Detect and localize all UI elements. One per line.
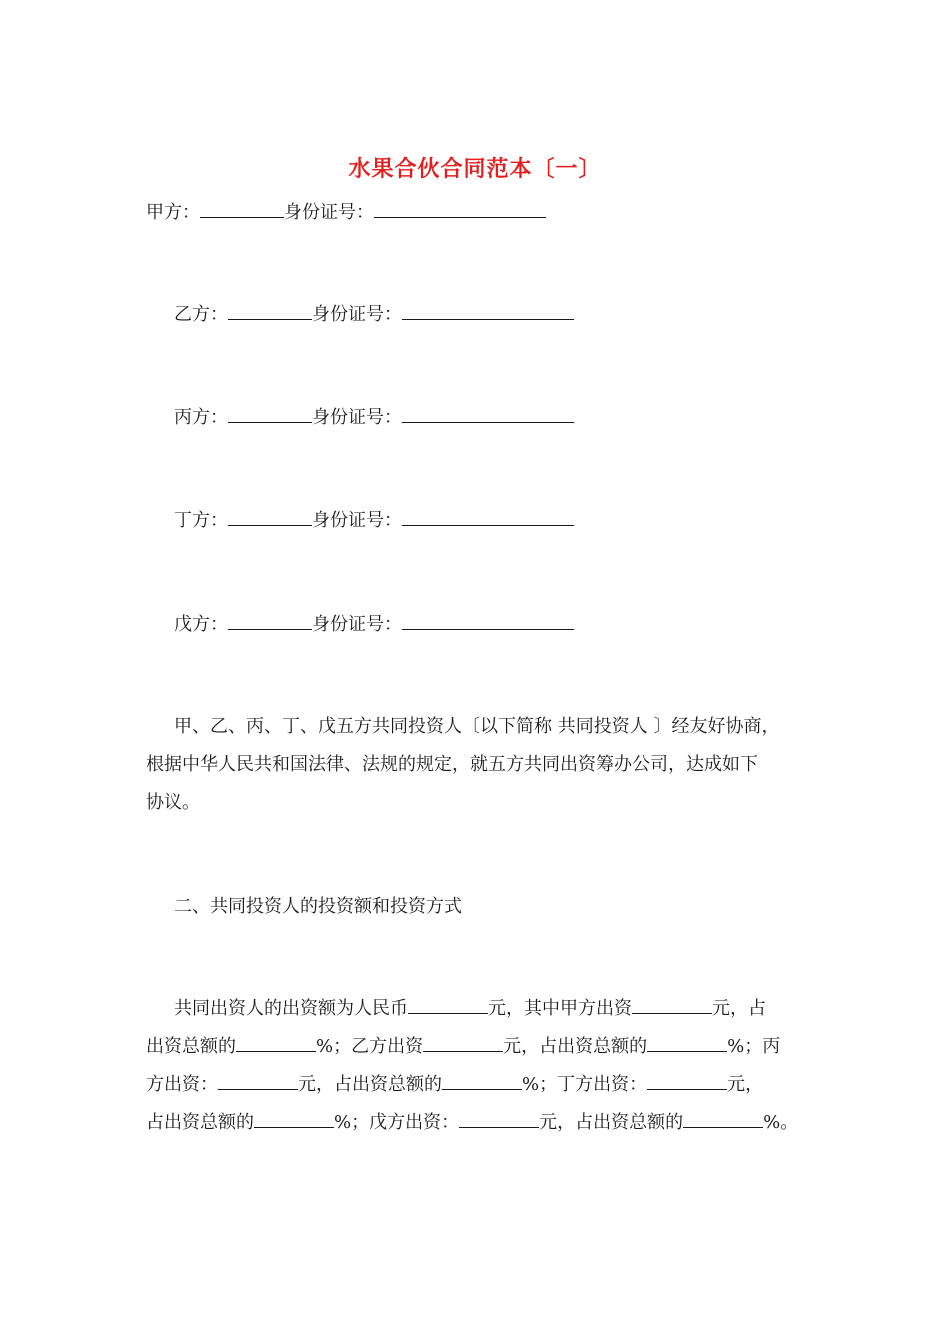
text-segment: 方出资： — [146, 1074, 218, 1095]
name-blank[interactable] — [200, 201, 284, 218]
id-blank[interactable] — [402, 509, 574, 526]
percent-blank[interactable] — [683, 1111, 763, 1128]
id-blank[interactable] — [402, 406, 574, 423]
percent-blank[interactable] — [236, 1035, 316, 1052]
investment-paragraph — [146, 990, 816, 1142]
text-segment: %；戊方出资： — [334, 1112, 460, 1133]
id-label: 身份证号： — [312, 614, 402, 635]
text-segment: 占出资总额的 — [146, 1112, 254, 1133]
name-blank[interactable] — [228, 406, 312, 423]
section-heading: 二、共同投资人的投资额和投资方式 — [174, 896, 462, 917]
id-blank[interactable] — [402, 303, 574, 320]
party-label: 甲方： — [146, 202, 200, 223]
party-label: 丙方： — [174, 407, 228, 428]
text-segment: 共同出资人的出资额为人民币 — [174, 998, 408, 1019]
id-label: 身份证号： — [312, 304, 402, 325]
intro-line: 协议。 — [146, 792, 200, 813]
text-segment: %；乙方出资 — [316, 1036, 424, 1057]
percent-blank[interactable] — [647, 1035, 727, 1052]
investment-line — [146, 990, 816, 1028]
amount-blank[interactable] — [459, 1111, 539, 1128]
party-label: 戊方： — [174, 614, 228, 635]
text-segment: 元，其中甲方出资 — [488, 998, 632, 1019]
text-segment: %；丙 — [727, 1036, 781, 1057]
party-line-yi — [174, 302, 574, 328]
text-segment: 出资总额的 — [146, 1036, 236, 1057]
party-line-bing — [174, 405, 574, 431]
intro-line: 甲、乙、丙、丁、戊五方共同投资人〔以下简称 共同投资人 〕经友好协商， — [174, 716, 780, 737]
text-segment: 元，占出资总额的 — [298, 1074, 442, 1095]
party-line-jia — [146, 200, 546, 226]
text-segment: 元，占出资总额的 — [503, 1036, 648, 1057]
text-segment: 元，占出资总额的 — [539, 1112, 684, 1133]
party-line-ding — [174, 508, 574, 534]
investment-line — [146, 1066, 816, 1104]
id-label: 身份证号： — [284, 202, 374, 223]
text-segment: 元，占 — [712, 998, 766, 1019]
party-label: 丁方： — [174, 510, 228, 531]
id-label: 身份证号： — [312, 407, 402, 428]
amount-blank[interactable] — [408, 997, 488, 1014]
percent-blank[interactable] — [254, 1111, 334, 1128]
id-label: 身份证号： — [312, 510, 402, 531]
investment-line — [146, 1028, 816, 1066]
name-blank[interactable] — [228, 613, 312, 630]
name-blank[interactable] — [228, 509, 312, 526]
amount-blank[interactable] — [632, 997, 712, 1014]
amount-blank[interactable] — [218, 1073, 298, 1090]
investment-line — [146, 1104, 816, 1142]
party-label: 乙方： — [174, 304, 228, 325]
intro-line: 根据中华人民共和国法律、法规的规定，就五方共同出资筹办公司，达成如下 — [146, 754, 758, 775]
id-blank[interactable] — [374, 201, 546, 218]
text-segment: %。 — [763, 1112, 799, 1133]
document-title: 水果合伙合同范本〔一〕 — [348, 156, 602, 182]
amount-blank[interactable] — [647, 1073, 727, 1090]
id-blank[interactable] — [402, 613, 574, 630]
text-segment: 元， — [727, 1074, 764, 1095]
party-line-wu — [174, 612, 574, 638]
intro-paragraph — [146, 708, 816, 822]
text-segment: %；丁方出资： — [522, 1074, 648, 1095]
name-blank[interactable] — [228, 303, 312, 320]
percent-blank[interactable] — [442, 1073, 522, 1090]
amount-blank[interactable] — [423, 1035, 503, 1052]
